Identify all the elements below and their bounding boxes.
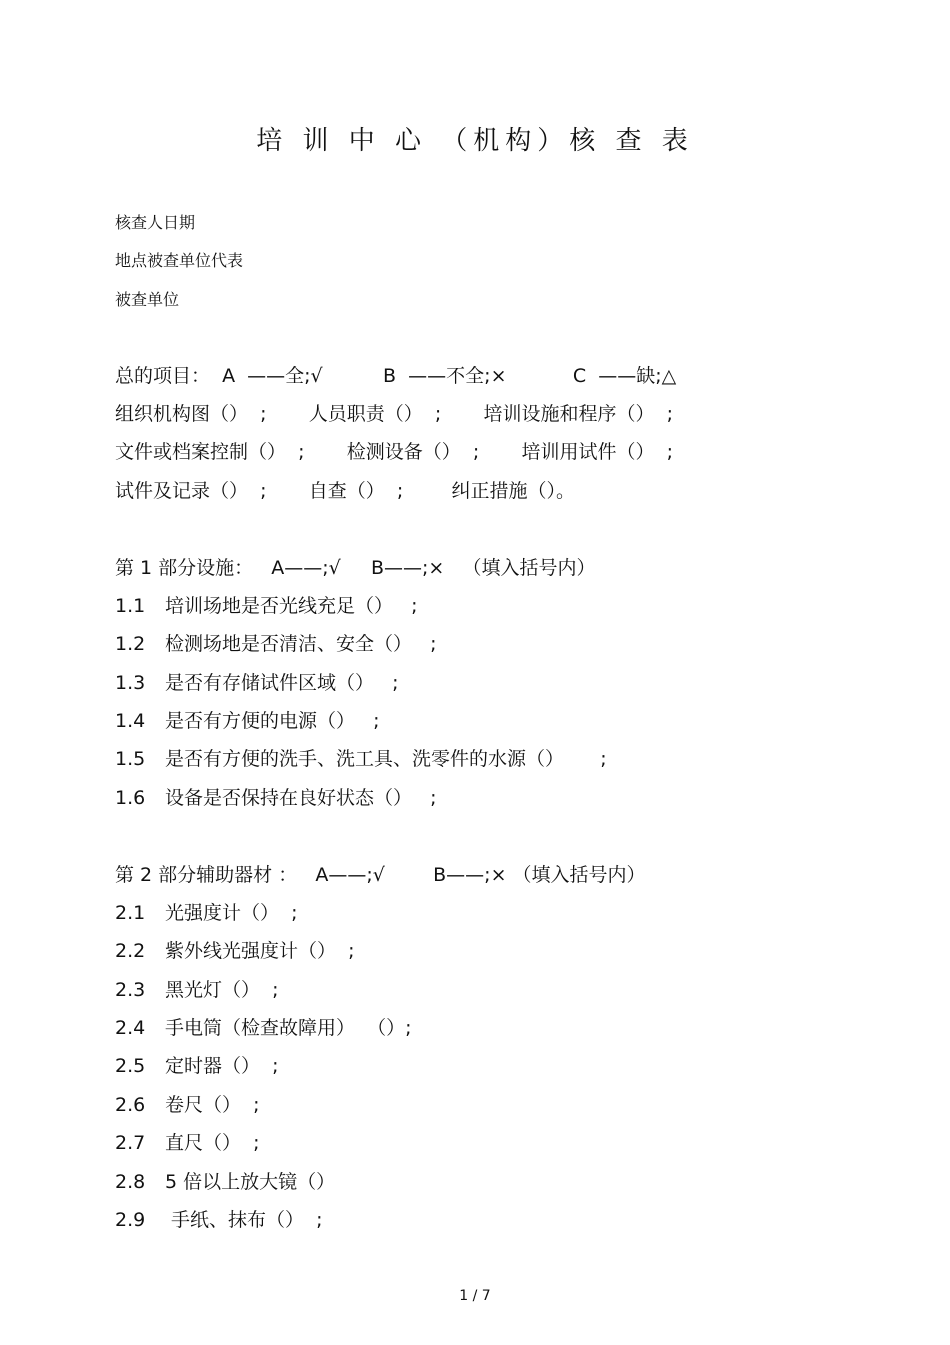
list-item	[115, 783, 437, 810]
item-number: 2.5	[115, 1055, 146, 1077]
list-item	[115, 1051, 278, 1078]
list-item	[115, 1167, 335, 1194]
item-number: 1.5	[115, 748, 146, 770]
item-text: 定时器（） ;	[165, 1055, 279, 1077]
location-representative-label: 地点被查单位代表	[115, 251, 244, 270]
list-item	[115, 1205, 323, 1232]
item-text: 手纸、抹布（） ;	[165, 1209, 323, 1231]
item-number: 2.1	[115, 902, 146, 924]
item-number: 1.4	[115, 710, 146, 732]
item-text: 手电筒（检查故障用） （）;	[165, 1017, 412, 1039]
list-item	[115, 936, 354, 963]
overall-row-2: 文件或档案控制（） ; 检测设备（） ; 培训用试件（） ;	[115, 441, 673, 463]
inspected-unit-label: 被查单位	[115, 290, 180, 309]
list-item	[115, 629, 437, 656]
item-number: 2.2	[115, 940, 146, 962]
item-number: 1.3	[115, 672, 146, 694]
item-text: 是否有存储试件区域（） ;	[165, 672, 399, 694]
list-item	[115, 975, 278, 1002]
item-number: 1.2	[115, 633, 146, 655]
item-text: 是否有方便的洗手、洗工具、洗零件的水源（） ;	[165, 748, 607, 770]
list-item	[115, 668, 399, 695]
page-title: 培 训 中 心 （机构）核 查 表	[256, 126, 694, 156]
item-number: 2.9	[115, 1209, 146, 1231]
list-item	[115, 1013, 411, 1040]
item-number: 2.4	[115, 1017, 146, 1039]
item-text: 黑光灯（） ;	[165, 979, 279, 1001]
item-text: 紫外线光强度计（） ;	[165, 940, 355, 962]
part2-heading: 第 2 部分辅助器材 ： A——;√ B——;× （填入括号内）	[115, 864, 646, 886]
list-item	[115, 591, 418, 618]
item-text: 卷尺（） ;	[165, 1094, 260, 1116]
list-item	[115, 898, 297, 925]
list-item	[115, 1090, 259, 1117]
list-item	[115, 1128, 259, 1155]
part1-heading: 第 1 部分设施： A——;√ B——;× （填入括号内）	[115, 557, 596, 579]
item-number: 2.7	[115, 1132, 146, 1154]
item-number: 2.6	[115, 1094, 146, 1116]
item-number: 1.6	[115, 787, 146, 809]
item-text: 5 倍以上放大镜（）	[165, 1171, 336, 1193]
item-text: 是否有方便的电源（） ;	[165, 710, 380, 732]
overall-row-1: 组织机构图（） ; 人员职责（） ; 培训设施和程序（） ;	[115, 403, 673, 425]
item-text: 直尺（） ;	[165, 1132, 260, 1154]
item-text: 设备是否保持在良好状态（） ;	[165, 787, 437, 809]
overall-legend: 总的项目： A ——全;√ B ——不全;× C ——缺;△	[115, 365, 677, 387]
list-item	[115, 744, 607, 771]
item-text: 光强度计（） ;	[165, 902, 298, 924]
inspector-date-label: 核查人日期	[115, 213, 196, 232]
list-item	[115, 706, 380, 733]
item-text: 培训场地是否光线充足（） ;	[165, 595, 418, 617]
item-text: 检测场地是否清洁、安全（） ;	[165, 633, 437, 655]
overall-row-3: 试件及记录（） ; 自查（） ; 纠正措施（）。	[115, 480, 576, 502]
page-number: 1 / 7	[459, 1288, 491, 1304]
item-number: 1.1	[115, 595, 146, 617]
item-number: 2.3	[115, 979, 146, 1001]
item-number: 2.8	[115, 1171, 146, 1193]
